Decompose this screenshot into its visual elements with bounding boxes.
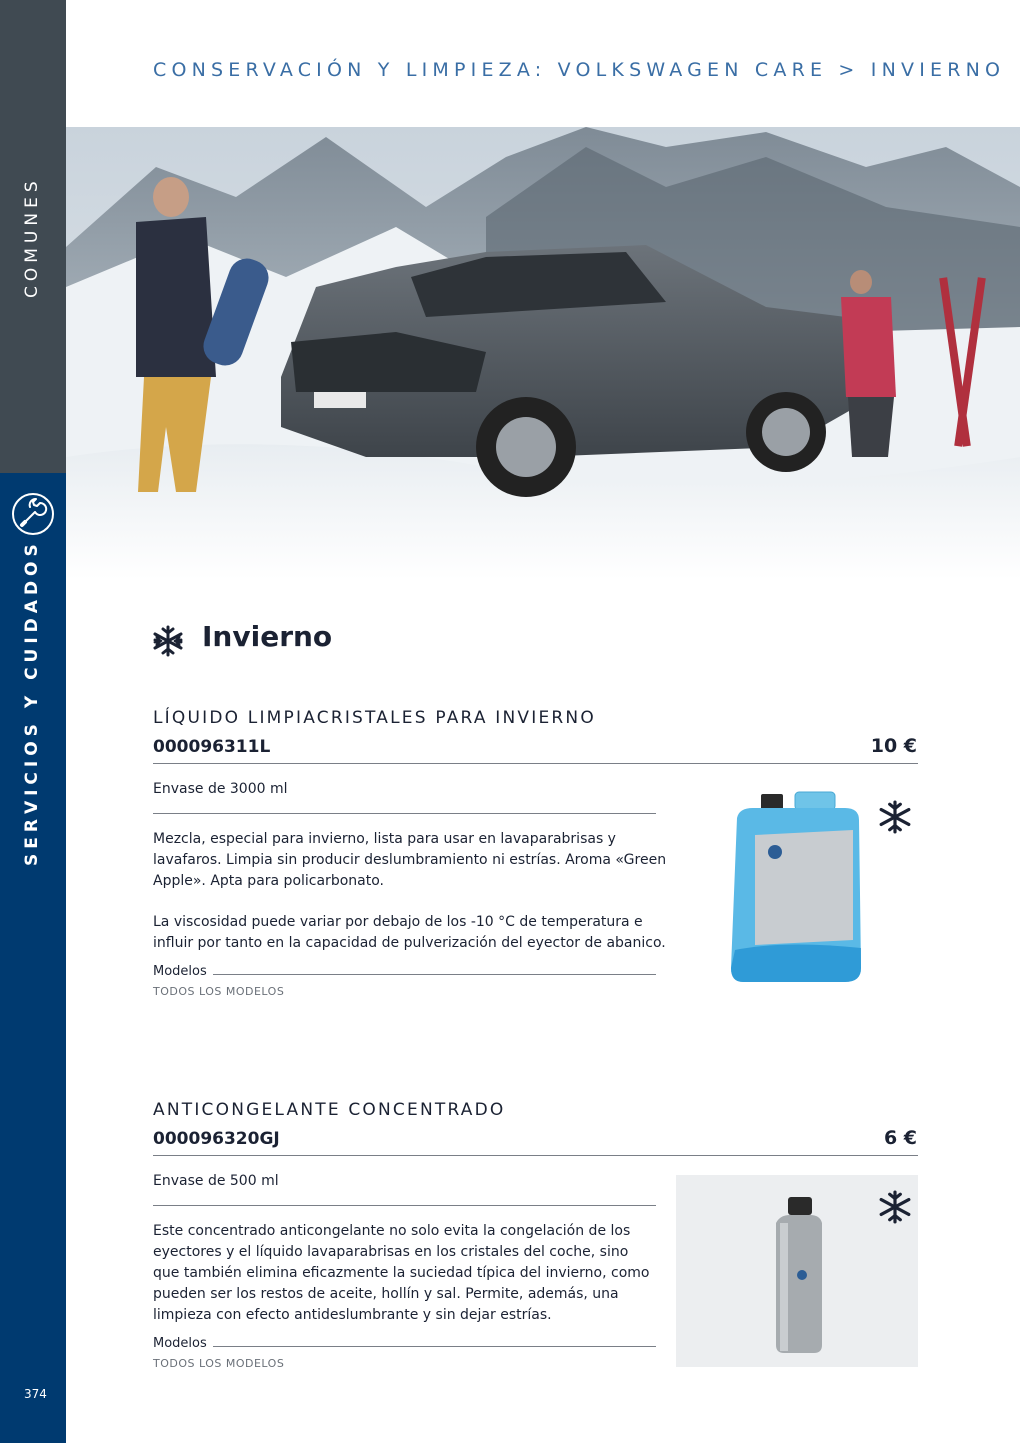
divider [213, 1346, 656, 1347]
models-value: TODOS LOS MODELOS [153, 1357, 285, 1370]
breadcrumb: CONSERVACIÓN Y LIMPIEZA: VOLKSWAGEN CARE > INVIERNO [153, 59, 1006, 81]
snowflake-icon [878, 1190, 912, 1224]
hero-image [66, 127, 1020, 580]
section-title: Invierno [202, 620, 333, 653]
models-label: Modelos [153, 1336, 207, 1351]
snowflake-icon [878, 800, 912, 834]
models-label: Modelos [153, 964, 207, 979]
product-size: Envase de 500 ml [153, 1173, 279, 1189]
product-size: Envase de 3000 ml [153, 781, 288, 797]
divider [213, 974, 656, 975]
divider [153, 1205, 656, 1206]
product-description: Este concentrado anticongelante no solo evita la congelación de los eyectores y el líquido lavaparabrisas en los cristales del coche, sino que también elimina eficazmente la suciedad típica del invierno, como pueden ser los restos de aceite, hollín y sal. Permite, además, una limpieza con efecto antideslumbrante y sin dejar estrías. [153, 1223, 650, 1323]
divider [153, 763, 918, 764]
product-description-note: La viscosidad puede variar por debajo de los -10 °C de temperatura e influir por tanto en la capacidad de pulverización del eyector de abanico. [153, 914, 666, 951]
product-price: 10 € [870, 735, 917, 757]
product-title: ANTICONGELANTE CONCENTRADO [153, 1100, 506, 1120]
product-code: 000096311L [153, 737, 271, 757]
divider [153, 813, 656, 814]
models-value: TODOS LOS MODELOS [153, 985, 285, 998]
product-code: 000096320GJ [153, 1129, 280, 1149]
sidebar-label-servicios[interactable]: SERVICIOS Y CUIDADOS [22, 539, 42, 866]
product-description: Mezcla, especial para invierno, lista para usar en lavaparabrisas y lavafaros. Limpia sin producir deslumbramiento ni estrías. Aroma «Green Apple». Apta para policarbonato. [153, 831, 667, 889]
page-number: 374 [24, 1387, 47, 1401]
product-price: 6 € [883, 1127, 917, 1149]
wrench-icon [11, 492, 55, 536]
product-title: LÍQUIDO LIMPIACRISTALES PARA INVIERNO [153, 708, 596, 728]
product-image-canister [725, 790, 870, 990]
sidebar-label-comunes[interactable]: COMUNES [22, 176, 42, 298]
snowflake-icon [152, 625, 184, 657]
divider [153, 1155, 918, 1156]
